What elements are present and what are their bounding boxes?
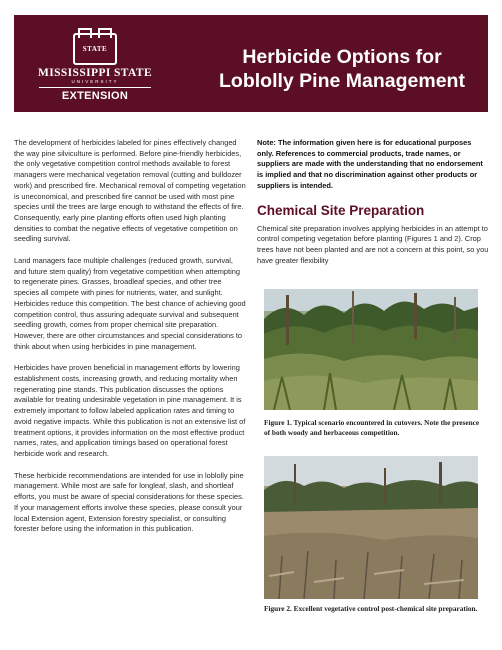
section-heading: Chemical Site Preparation	[257, 202, 425, 218]
logo-university: MISSISSIPPI STATE	[37, 67, 153, 79]
seal-text: STATE	[82, 45, 108, 53]
page-title	[192, 45, 492, 93]
challenges-paragraph: Land managers face multiple challenges (reduced growth, survival, and future stem quality) from vegetative competition when attempting to regenerate pines. Grasses, broadleaf species, and other tree species all compete with pines for nutrients, water, and sunlight. Herbicides reduce this competition. The best chance of achieving good competition control, thus assuring adequate survival and subsequent seedling growth, comes from proper chemical site preparation. However, there are other circumstances and special considerations to think about when using herbicides in pine management.	[14, 256, 246, 351]
recommendations-paragraph: These herbicide recommendations are intended for use in loblolly pine management. While most are safe for longleaf, slash, and shortleaf efforts, you must be aware of special considerations for these species. If your management efforts involve these species, please consult your local Extension agent, Extension forestry specialist, or consulting forester before using the information in this publication.	[14, 470, 244, 534]
figure-1-photo	[264, 289, 478, 410]
benefits-paragraph: Herbicides have proven beneficial in management efforts by lowering establishment costs, increasing growth, and reducing mortality when regenerating pine stands. This publication discusses the options available for treating undesirable vegetation in pine management. It is extremely important to follow labeled application rates and timing to avoid negative impacts. While this publication is not an extensive list of treatment options, it provides information on the most effective product names, rates, and application timings based on operational forest herbicide work and research.	[14, 363, 246, 458]
logo-divider	[39, 87, 151, 88]
left-column	[14, 138, 246, 546]
intro-paragraph: The development of herbicides labeled for pines effectively changed the way pine silviculture is performed. Before pine-friendly herbicides, the only vegetative competition control methods available to forest managers were mechanical vegetation removal (cutting and bulldozer work) and prescribed fire. Mechanical removal of competing vegetation is uneconomical, and prescribed fire cannot be used with most pine species until the trees are large enough to withstand the effects of fire. Consequently, early pine planting efforts often used high planting densities to combat the negative effects of vegetative competition on seedling survival.	[14, 138, 246, 244]
disclaimer-note: Note: The information given here is for educational purposes only. References to commercial products, trade names, or suppliers are made with the understanding that no endorsement is implied and that no discrimination against other products or suppliers is intended.	[257, 138, 483, 190]
header-banner	[14, 15, 488, 112]
state-seal-icon	[73, 33, 117, 65]
right-column	[257, 138, 489, 277]
figure-1-caption: Figure 1. Typical scenario encountered in cutovers. Note the presence of both woody and herbaceous competition.	[264, 418, 480, 437]
logo-sub: UNIVERSITY	[71, 79, 119, 84]
university-logo	[20, 23, 170, 111]
site-prep-paragraph: Chemical site preparation involves applying herbicides in an attempt to control competing vegetation before planting (Figures 1 and 2). Crop trees have not been planted and are not a concern at this point, so you have greater flexibility	[257, 223, 489, 265]
title-line-2: Loblolly Pine Management	[219, 70, 465, 92]
logo-extension: EXTENSION	[61, 90, 129, 102]
figure-2-caption: Figure 2. Excellent vegetative control post-chemical site preparation.	[264, 604, 478, 613]
figure-2-photo	[264, 456, 478, 599]
title-line-1: Herbicide Options for	[242, 46, 442, 68]
